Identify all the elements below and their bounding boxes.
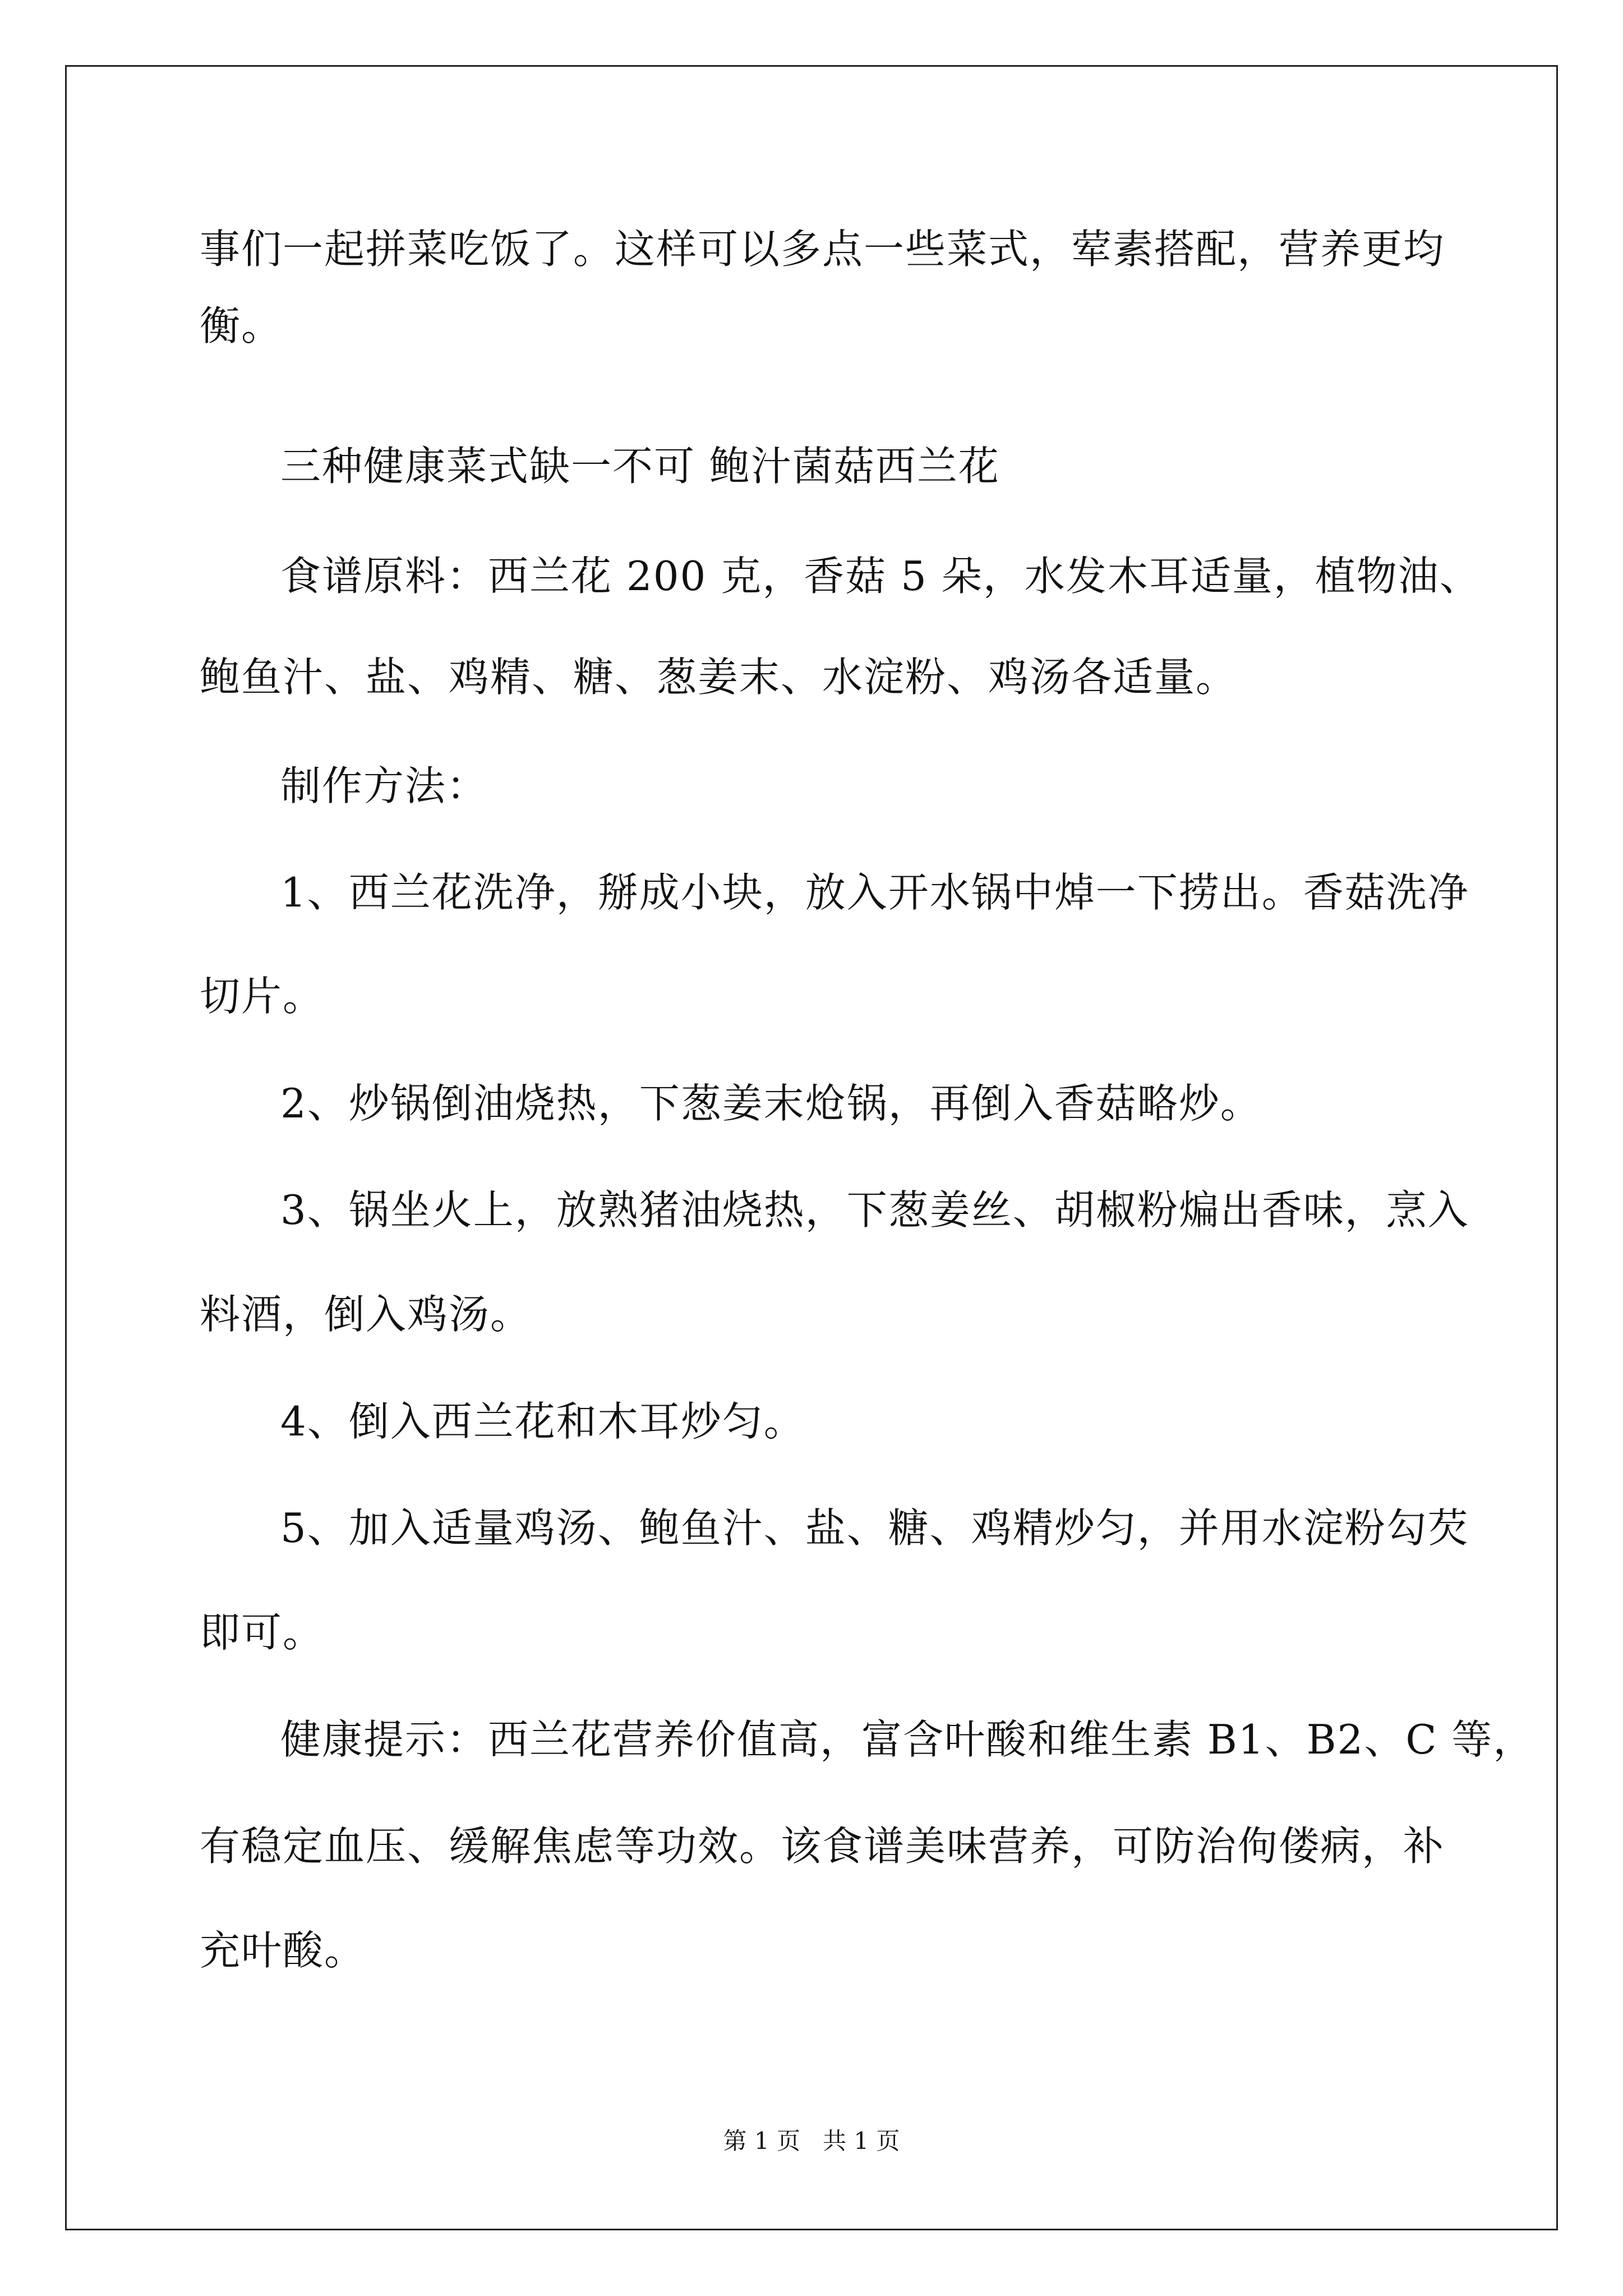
page-number-footer: 第 1 页 共 1 页 (723, 2127, 900, 2155)
text-line: 充叶酸。 (200, 1927, 366, 1974)
section-heading: 三种健康菜式缺一不可 鲍汁菌菇西兰花 (280, 443, 1000, 490)
text-line: 即可。 (200, 1609, 325, 1656)
text-line: 制作方法： (280, 762, 488, 809)
text-line: 有稳定血压、缓解焦虑等功效。该食谱美味营养，可防治佝偻病，补 (200, 1823, 1445, 1870)
text-line: 食谱原料：西兰花 200 克，香菇 5 朵，水发木耳适量，植物油、 (280, 553, 1481, 600)
text-line: 鲍鱼汁、盐、鸡精、糖、葱姜末、水淀粉、鸡汤各适量。 (200, 654, 1238, 701)
text-line: 3、锅坐火上，放熟猪油烧热，下葱姜丝、胡椒粉煸出香味，烹入 (280, 1186, 1469, 1234)
text-line: 5、加入适量鸡汤、鲍鱼汁、盐、糖、鸡精炒匀，并用水淀粉勾芡 (280, 1504, 1469, 1552)
text-line: 4、倒入西兰花和木耳炒匀。 (280, 1398, 805, 1445)
text-line: 料酒，倒入鸡汤。 (200, 1291, 532, 1338)
text-line: 健康提示：西兰花营养价值高，富含叶酸和维生素 B1、B2、C 等， (280, 1716, 1535, 1763)
text-line: 2、炒锅倒油烧热，下葱姜末炝锅，再倒入香菇略炒。 (280, 1080, 1262, 1127)
text-line: 切片。 (200, 973, 325, 1020)
page-border (65, 65, 1558, 2230)
text-line: 事们一起拼菜吃饭了。这样可以多点一些菜式，荤素搭配，营养更均 (200, 226, 1445, 273)
text-line: 衡。 (200, 302, 283, 349)
text-line: 1、西兰花洗净，掰成小块，放入开水锅中焯一下捞出。香菇洗净 (280, 869, 1469, 916)
